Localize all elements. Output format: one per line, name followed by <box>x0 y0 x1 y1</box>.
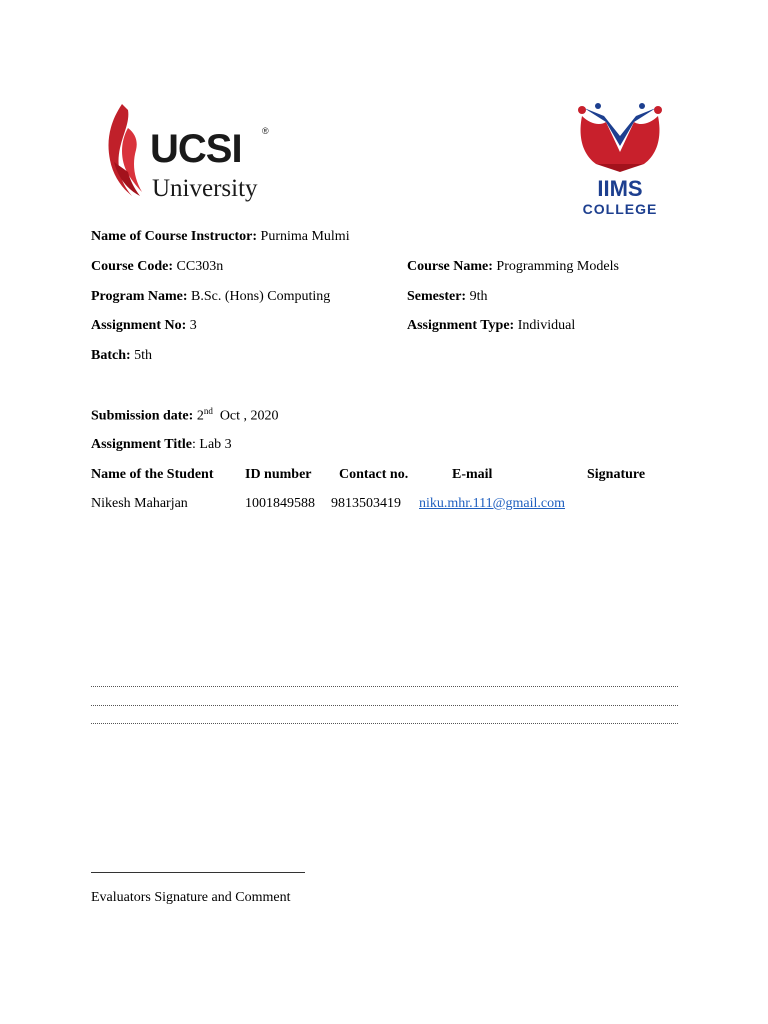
iims-line2-text: COLLEGE <box>582 201 658 217</box>
batch-value: 5th <box>134 348 153 363</box>
program-label: Program Name: <box>91 289 188 304</box>
assignment-title-value: : Lab 3 <box>192 437 232 452</box>
header-student-name: Name of the Student <box>91 467 214 482</box>
iims-college-logo <box>574 102 666 218</box>
submission-rest: Oct , 2020 <box>219 408 279 424</box>
submission-label: Submission date: <box>91 408 194 424</box>
student-email-link[interactable]: niku.mhr.111@gmail.com <box>419 496 566 511</box>
assignment-type-value: Individual <box>517 318 576 333</box>
semester-row <box>407 289 487 305</box>
submission-day-suffix: nd <box>203 406 213 416</box>
assignment-no-label: Assignment No: <box>91 318 187 333</box>
ucsi-registered-mark: ® <box>262 126 269 136</box>
course-name-label: Course Name: <box>407 259 493 274</box>
header-email: E-mail <box>452 467 493 482</box>
header-signature: Signature <box>587 467 646 482</box>
comment-line-2 <box>91 705 678 706</box>
iims-line1-text: IIMS <box>597 176 643 201</box>
comment-line-1 <box>91 686 678 687</box>
program-row <box>91 289 330 305</box>
assignment-type-label: Assignment Type: <box>407 318 515 333</box>
batch-row <box>91 348 152 364</box>
submission-date-row <box>91 406 279 425</box>
header-id-number: ID number <box>245 467 312 482</box>
evaluator-signature-label: Evaluators Signature and Comment <box>91 890 291 905</box>
instructor-label: Name of Course Instructor: <box>91 229 258 244</box>
assignment-title-row <box>91 437 232 453</box>
course-name-value: Programming Models <box>496 259 619 274</box>
ucsi-brand-text: UCSI <box>150 127 242 171</box>
evaluator-signature-line <box>91 872 305 873</box>
student-name: Nikesh Maharjan <box>91 496 188 511</box>
program-value: B.Sc. (Hons) Computing <box>191 289 331 304</box>
student-contact: 9813503419 <box>331 496 401 511</box>
assignment-no-row <box>91 318 197 334</box>
course-code-row <box>91 259 223 275</box>
semester-label: Semester: <box>407 289 467 304</box>
course-code-value: CC303n <box>176 259 224 274</box>
ucsi-university-logo <box>104 102 274 202</box>
submission-day: 2 <box>196 408 204 424</box>
instructor-row <box>91 229 350 245</box>
assignment-no-value: 3 <box>189 318 197 333</box>
course-code-label: Course Code: <box>91 259 174 274</box>
header-contact-no: Contact no. <box>339 467 409 482</box>
instructor-value: Purnima Mulmi <box>260 229 350 244</box>
assignment-title-label: Assignment Title <box>91 437 192 452</box>
student-id: 1001849588 <box>245 496 315 511</box>
assignment-type-row <box>407 318 575 334</box>
course-name-row <box>407 259 619 275</box>
semester-value: 9th <box>469 289 488 304</box>
batch-label: Batch: <box>91 348 131 363</box>
comment-line-3 <box>91 723 678 724</box>
ucsi-subtitle-text: University <box>152 175 258 202</box>
